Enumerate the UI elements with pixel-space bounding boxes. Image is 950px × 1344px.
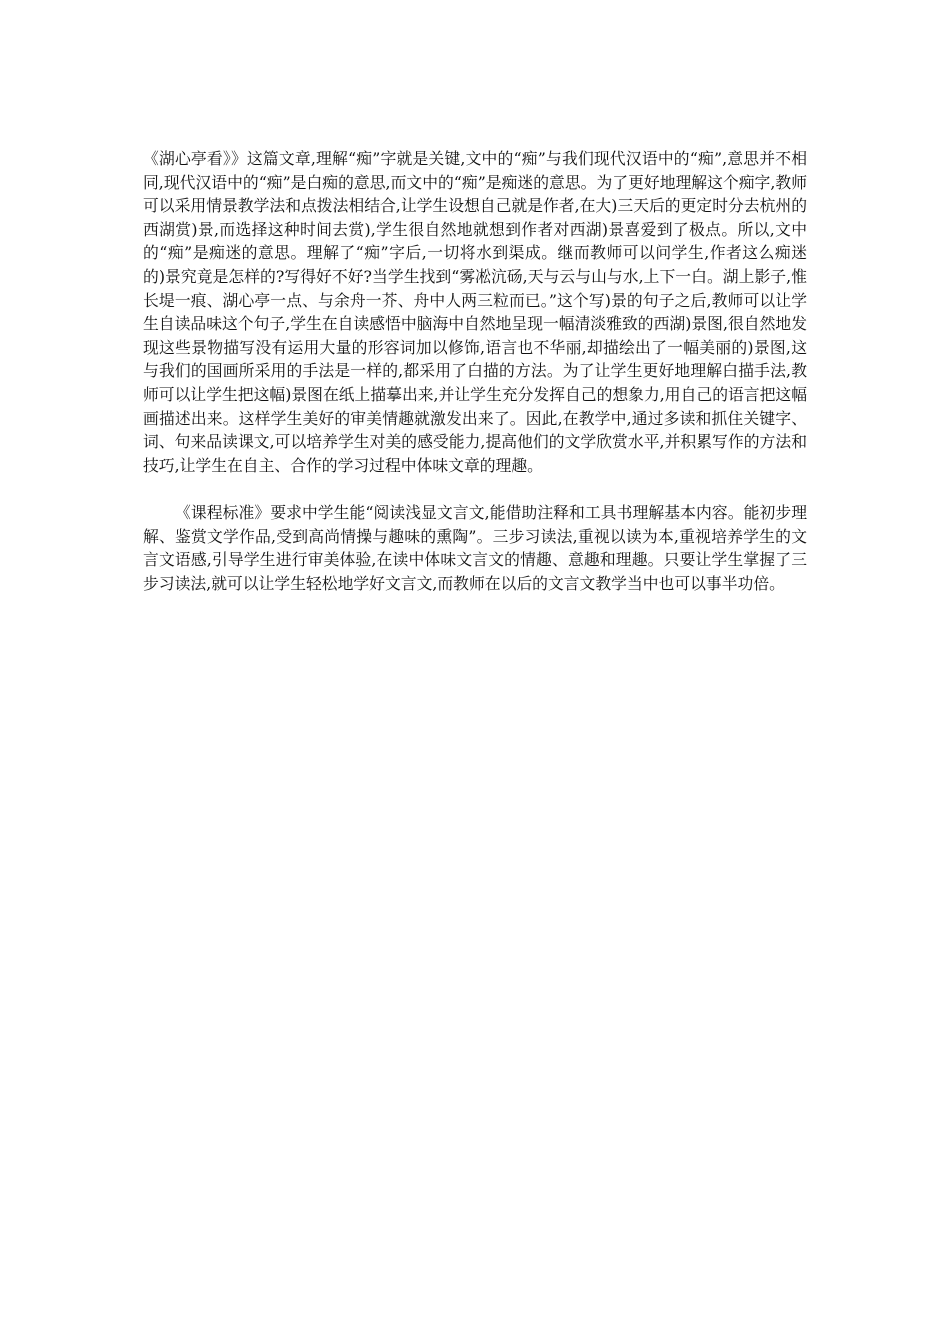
document-page: [143, 147, 807, 595]
paragraph-body-1: 《湖心亭看》》这篇文章,理解“痴”字就是关键,文中的“痴”与我们现代汉语中的“痴”,意思并不相同,现代汉语中的“痴”是白痴的意思,而文中的“痴”是痴迷的意思。为了更好地理解这个痴字,教师可以采用情景教学法和点拨法相结合,让学生设想自己就是作者,在大)三天后的更定时分去杭州的西湖赏)景,而选择这种时间去赏),学生很自然地就想到作者对西湖)景喜爱到了极点。所以,文中的“痴”是痴迷的意思。理解了“痴”字后,一切将水到渠成。继而教师可以问学生,作者这么痴迷的)景究竟是怎样的?写得好不好?当学生找到“雾凇沆砀,天与云与山与水,上下一白。湖上影子,惟长堤一痕、湖心亭一点、与余舟一芥、舟中人两三粒而已。”这个写)景的句子之后,教师可以让学生自读品味这个句子,学生在自读感悟中脑海中自然地呈现一幅清淡雅致的西湖)景图,很自然地发现这些景物描写没有运用大量的形容词加以修饰,语言也不华丽,却描绘出了一幅美丽的)景图,这与我们的国画所采用的手法是一样的,都采用了白描的方法。为了让学生更好地理解白描手法,教师可以让学生把这幅)景图在纸上描摹出来,并让学生充分发挥自己的想象力,用自己的语言把这幅画描述出来。这样学生美好的审美情趣就激发出来了。因此,在教学中,通过多读和抓住关键字、词、句来品读课文,可以培养学生对美的感受能力,提高他们的文学欣赏水平,并积累写作的方法和技巧,让学生在自主、合作的学习过程中体味文章的理趣。: [143, 149, 807, 475]
paragraph-body-2: 《课程标准》要求中学生能“阅读浅显文言文,能借助注释和工具书理解基本内容。能初步理解、鉴赏文学作品,受到高尚情操与趣味的熏陶”。三步习读法,重视以读为本,重视培养学生的文言文语感,引导学生进行审美体验,在读中体味文言文的情趣、意趣和理趣。只要让学生掌握了三步习读法,就可以让学生轻松地学好文言文,而教师在以后的文言文教学当中也可以事半功倍。: [143, 502, 807, 593]
